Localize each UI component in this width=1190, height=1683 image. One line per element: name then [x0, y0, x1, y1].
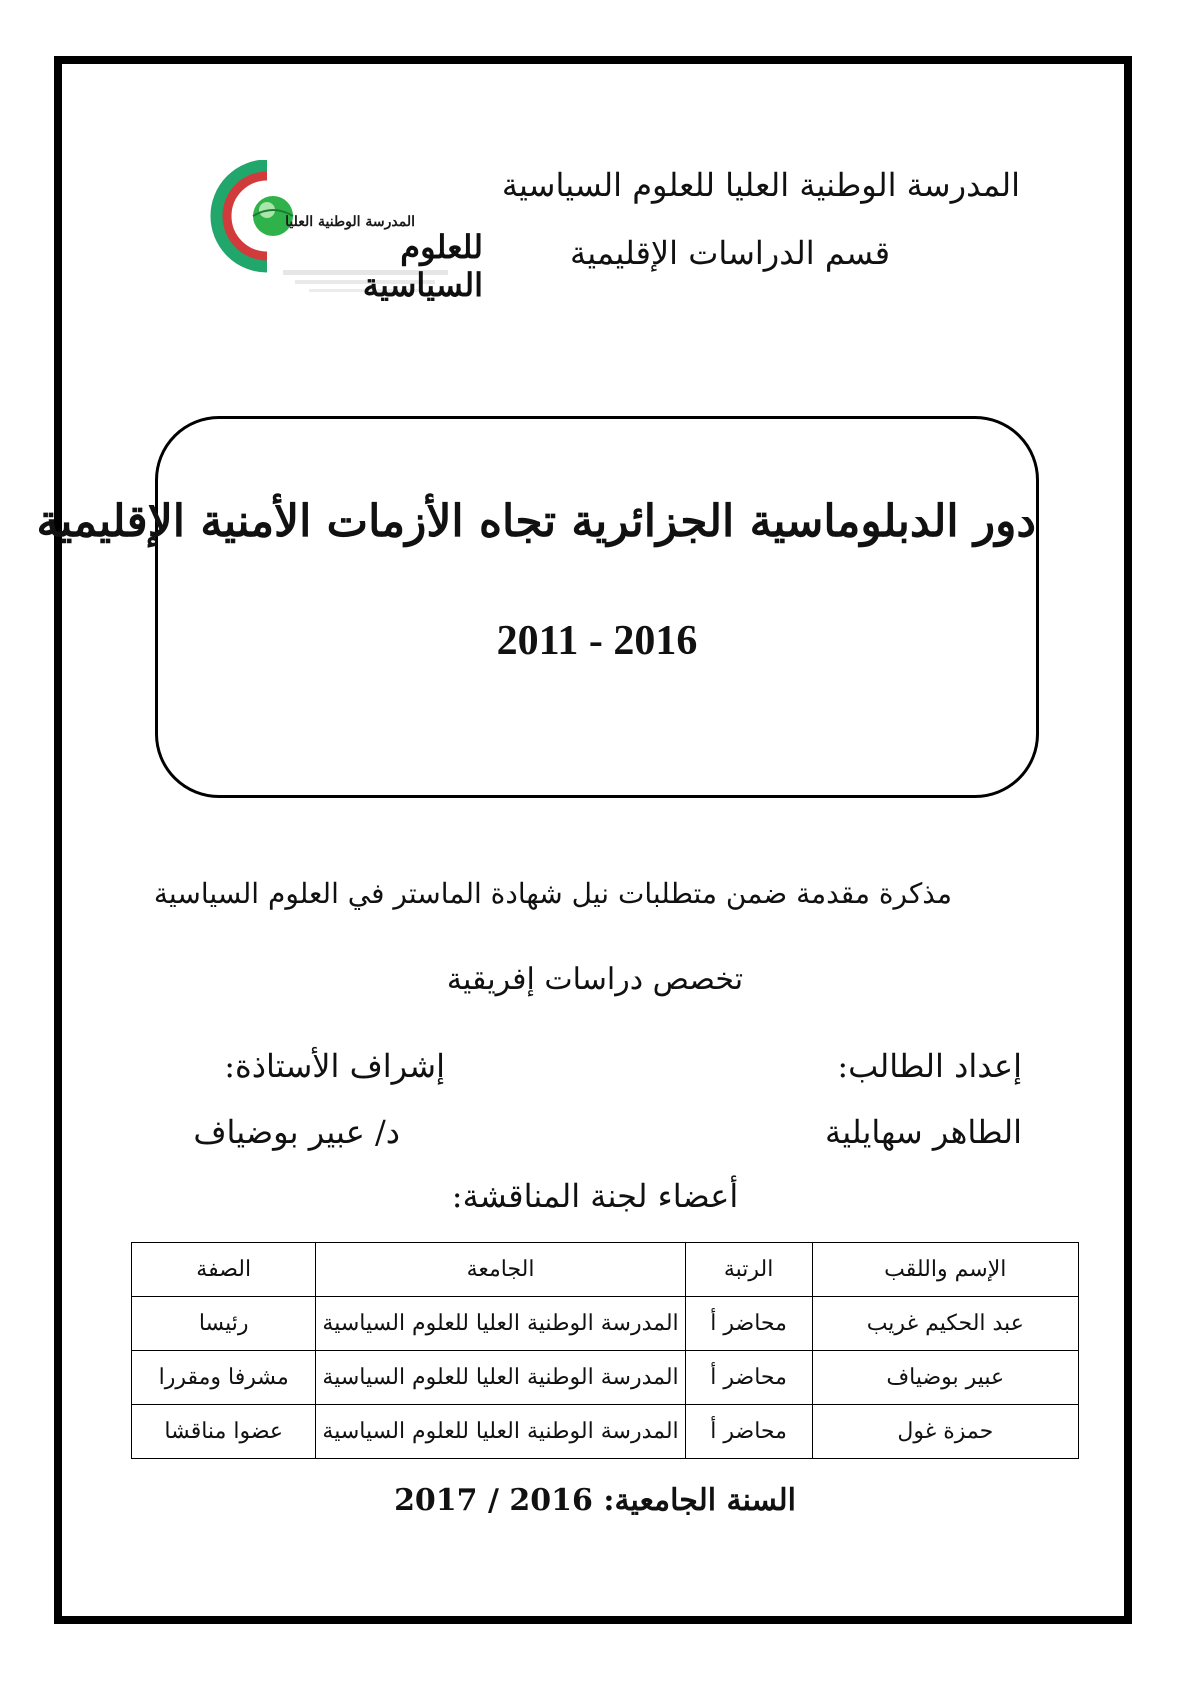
cell-rank: محاضر أ	[685, 1297, 812, 1351]
committee-heading: أعضاء لجنة المناقشة:	[451, 1177, 739, 1215]
cell-role: عضوا مناقشا	[132, 1405, 316, 1459]
student-label: إعداد الطالب:	[837, 1047, 1022, 1085]
department-name: قسم الدراسات الإقليمية	[570, 234, 890, 272]
cell-name: حمزة غول	[812, 1405, 1078, 1459]
table-row	[132, 1405, 1079, 1459]
student-name: الطاهر سهايلية	[825, 1113, 1022, 1151]
academic-year: السنة الجامعية: 2016 / 2017	[394, 1483, 796, 1518]
cell-university: المدرسة الوطنية العليا للعلوم السياسية	[316, 1297, 685, 1351]
supervisor-label: إشراف الأستاذة:	[224, 1047, 445, 1085]
cell-rank: محاضر أ	[685, 1351, 812, 1405]
table-header-row	[132, 1243, 1079, 1297]
table-row	[132, 1297, 1079, 1351]
cell-name: عبير بوضياف	[812, 1351, 1078, 1405]
thesis-title: دور الدبلوماسية الجزائرية تجاه الأزمات الأمنية الإقليمية	[36, 496, 1036, 547]
header-cell-university: الجامعة	[316, 1243, 685, 1297]
cell-rank: محاضر أ	[685, 1405, 812, 1459]
cell-role: مشرفا ومقررا	[132, 1351, 316, 1405]
table-row	[132, 1351, 1079, 1405]
school-logo	[205, 160, 483, 310]
cell-university: المدرسة الوطنية العليا للعلوم السياسية	[316, 1351, 685, 1405]
cell-name: عبد الحكيم غريب	[812, 1297, 1078, 1351]
logo-text-small: المدرسة الوطنية العليا	[285, 214, 415, 230]
thesis-purpose: مذكرة مقدمة ضمن متطلبات نيل شهادة الماستر في العلوم السياسية	[153, 877, 952, 910]
specialization: تخصص دراسات إفريقية	[446, 962, 744, 997]
title-box	[36, 416, 1039, 798]
supervisor-name: د/ عبير بوضياف	[193, 1113, 400, 1151]
header-cell-rank: الرتبة	[685, 1243, 812, 1297]
cell-role: رئيسا	[132, 1297, 316, 1351]
thesis-years: 2011 - 2016	[496, 618, 698, 664]
header-cell-name: الإسم واللقب	[812, 1243, 1078, 1297]
committee-table	[131, 1242, 1079, 1459]
school-name: المدرسة الوطنية العليا للعلوم السياسية	[501, 166, 1020, 204]
cell-university: المدرسة الوطنية العليا للعلوم السياسية	[316, 1405, 685, 1459]
header-cell-role: الصفة	[132, 1243, 316, 1297]
logo-text-big: للعلوم السياسية	[362, 228, 483, 304]
